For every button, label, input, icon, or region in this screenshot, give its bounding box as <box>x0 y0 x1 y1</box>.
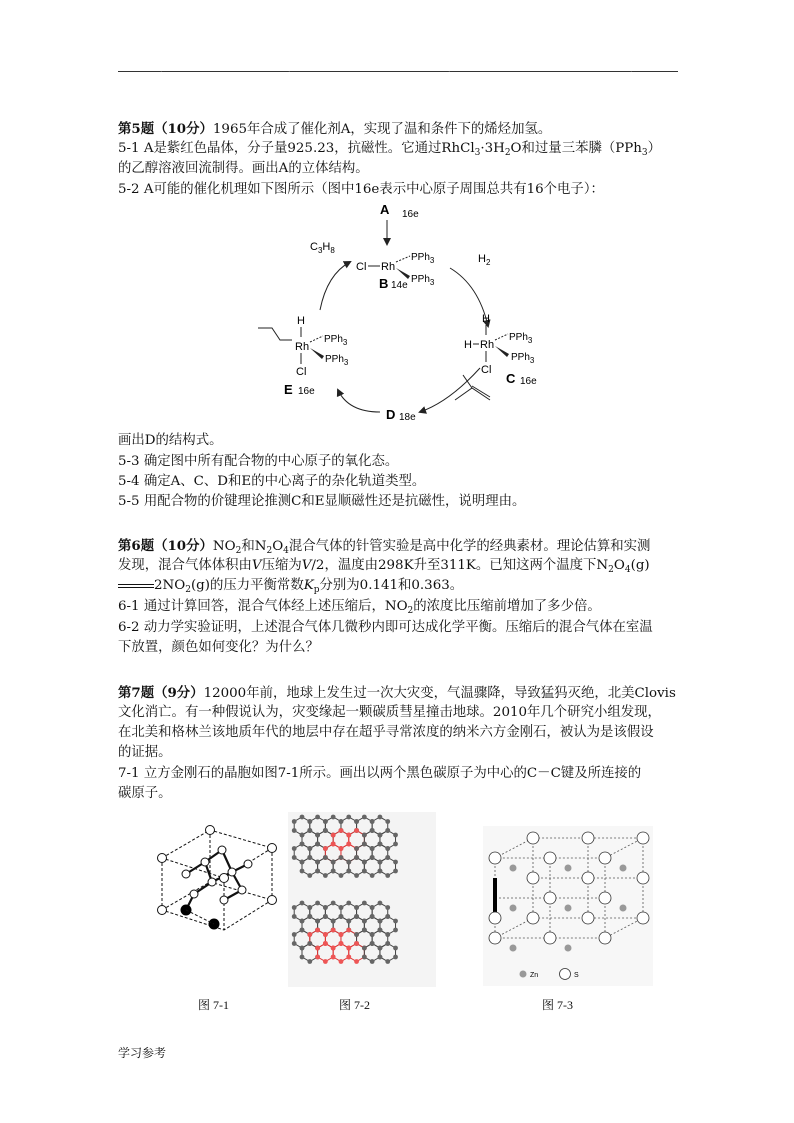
carbon-atom <box>370 959 375 964</box>
carbon-atom <box>393 928 398 933</box>
carbon-atom <box>346 919 351 924</box>
carbon-atom <box>307 932 312 937</box>
q5-sub1-cont: 的乙醇溶液回流制得。画出A的立体结构。 <box>118 161 369 176</box>
carbon-atom <box>315 869 320 874</box>
carbon-atom <box>307 846 312 851</box>
carbon-atom <box>323 855 328 860</box>
carbon-atom <box>346 869 351 874</box>
carbon-atom <box>339 914 344 919</box>
carbon-atom <box>315 901 320 906</box>
figure-7-2-caption: 图 7-2 <box>339 998 370 1012</box>
carbon-atom <box>346 860 351 865</box>
b-bond-p2 <box>396 268 410 279</box>
carbon-atom <box>331 955 336 960</box>
q7-sub1-cont: 碳原子。 <box>118 786 172 801</box>
figure-7-1-diamond-cell <box>150 820 285 935</box>
carbon-atom <box>292 914 297 919</box>
carbon-atom <box>339 959 344 964</box>
s-legend-atom <box>560 969 571 980</box>
q6-line1: 第6题（10分）$NO_2$和$N_2O_4$混合气体的针管实验是高中化学的经典素材。理论估算和实测 <box>118 538 651 556</box>
complex-b-label: B <box>379 276 389 291</box>
carbon-atom <box>292 932 297 937</box>
carbon-atom <box>362 815 367 820</box>
carbon-atom <box>300 833 305 838</box>
carbon-atom <box>300 946 305 951</box>
carbon-atom <box>354 941 359 946</box>
catalytic-cycle-diagram <box>250 200 580 430</box>
q6-heading: 第6题（10分） <box>118 538 213 554</box>
figure-7-2-hexagonal-diamond <box>288 812 436 987</box>
carbon-atom <box>362 919 367 924</box>
carbon-atom <box>378 833 383 838</box>
complex-e-label: E <box>284 382 293 397</box>
complex-e-electrons: 16e <box>298 386 315 397</box>
carbon-atom <box>339 828 344 833</box>
carbon-atom <box>378 869 383 874</box>
carbon-atom <box>354 873 359 878</box>
carbon-atom <box>339 873 344 878</box>
carbon-atom <box>331 842 336 847</box>
carbon-atom <box>315 860 320 865</box>
complex-a-electrons: 16e <box>402 209 419 220</box>
carbon-atom <box>362 869 367 874</box>
carbon-atom <box>346 833 351 838</box>
carbon-atom <box>323 914 328 919</box>
carbon-atom <box>339 855 344 860</box>
carbon-atom <box>307 819 312 824</box>
q5-heading: 第5题（10分） <box>118 121 213 137</box>
e-pph3-2: PPh$_3$ <box>325 354 349 367</box>
b-cl: Cl <box>356 261 367 273</box>
q5-sub4: 5-4 确定A、C、D和E的中心离子的杂化轨道类型。 <box>118 474 426 489</box>
carbon-atom <box>354 959 359 964</box>
carbon-atom <box>393 955 398 960</box>
propane-label: $C_3H_8$ <box>310 241 335 255</box>
carbon-atom <box>378 946 383 951</box>
e-rh: Rh <box>295 341 310 353</box>
carbon-atom <box>378 919 383 924</box>
q7-line1: 第7题（9分）12000年前，地球上发生过一次大灾变，气温骤降，导致猛犸灭绝，北美Clovis <box>118 685 676 701</box>
carbon-atom <box>323 846 328 851</box>
carbon-atom <box>339 941 344 946</box>
carbon-atom <box>362 860 367 865</box>
carbon-atom <box>315 815 320 820</box>
carbon-atom <box>378 955 383 960</box>
b-bond-p1 <box>396 256 410 262</box>
zn-legend-label: Zn <box>530 972 539 979</box>
carbon-atom <box>315 928 320 933</box>
carbon-atom <box>362 842 367 847</box>
carbon-atom <box>331 928 336 933</box>
carbon-atom <box>323 905 328 910</box>
carbon-atom <box>331 833 336 838</box>
carbon-atom <box>378 901 383 906</box>
carbon-atom <box>307 855 312 860</box>
q5-sub3: 5-3 确定图中所有配合物的中心原子的氧化态。 <box>118 454 399 469</box>
complex-c-label: C <box>506 371 516 386</box>
carbon-atom <box>385 819 390 824</box>
carbon-atom <box>323 959 328 964</box>
q7-sub1: 7-1 立方金刚石的晶胞如图7-1所示。画出以两个黑色碳原子为中心的C－C键及所连接的 <box>118 766 642 781</box>
complex-d-label: D <box>386 407 396 422</box>
carbon-atom <box>362 955 367 960</box>
figure-7-3-lattice <box>483 826 653 986</box>
carbon-atom <box>307 905 312 910</box>
q7-heading: 第7题（9分） <box>118 685 204 701</box>
e-cl: Cl <box>296 366 307 378</box>
carbon-atom <box>362 833 367 838</box>
carbon-atom <box>354 828 359 833</box>
carbon-atom <box>385 846 390 851</box>
carbon-atom <box>354 819 359 824</box>
carbon-atom <box>393 833 398 838</box>
e-propyl-chain <box>258 328 292 340</box>
carbon-atom <box>385 828 390 833</box>
carbon-atom <box>354 914 359 919</box>
carbon-atom <box>354 905 359 910</box>
carbon-atom <box>370 932 375 937</box>
carbon-atom <box>370 914 375 919</box>
complex-c-electrons: 16e <box>520 376 537 387</box>
c-pph3-2: PPh$_3$ <box>511 352 535 365</box>
carbon-atom <box>385 914 390 919</box>
carbon-atom <box>370 873 375 878</box>
carbon-atom <box>385 873 390 878</box>
b-pph3-2: PPh$_3$ <box>411 274 435 287</box>
carbon-atom <box>346 928 351 933</box>
c-h-top: H <box>482 313 490 325</box>
e-h-top: H <box>297 315 305 327</box>
carbon-atom <box>331 869 336 874</box>
q5-sub2: 5-2 A可能的催化机理如下图所示（图中16e表示中心原子周围总共有16个电子）： <box>118 182 604 197</box>
q7-line2: 文化消亡。有一种假说认为，灾变缘起一颗碳质彗星撞击地球。2010年几个研究小组发现， <box>118 705 661 720</box>
carbon-atom <box>323 932 328 937</box>
q7-line4: 的证据。 <box>118 745 172 760</box>
carbon-atom <box>307 873 312 878</box>
q5-after-diagram: 画出D的结构式。 <box>118 433 223 448</box>
carbon-atom <box>331 860 336 865</box>
carbon-atom <box>370 846 375 851</box>
arrow-e-to-b <box>320 262 350 310</box>
carbon-atom <box>300 869 305 874</box>
carbon-atom <box>307 914 312 919</box>
carbon-atom <box>315 842 320 847</box>
carbon-atom <box>385 932 390 937</box>
carbon-atom <box>346 946 351 951</box>
complex-b-electrons: 14e <box>391 280 408 291</box>
carbon-atom <box>323 819 328 824</box>
carbon-atom <box>331 901 336 906</box>
h2-label: $H_2$ <box>478 253 491 267</box>
carbon-atom <box>300 955 305 960</box>
carbon-atom <box>354 846 359 851</box>
arrow-d-to-e <box>338 390 380 412</box>
q6-line2: 发现，混合气体体积由V压缩为V/2，温度由298K升至311K。已知这两个温度下$N_2O_4(g)$ <box>118 558 650 575</box>
zn-legend-atom <box>520 971 527 978</box>
carbon-atom <box>315 833 320 838</box>
carbon-atom <box>393 946 398 951</box>
carbon-atom <box>339 819 344 824</box>
b-pph3-1: PPh$_3$ <box>411 252 435 265</box>
carbon-atom <box>354 855 359 860</box>
carbon-atom <box>370 855 375 860</box>
q6-sub2: 6-2 动力学实验证明，上述混合气体几微秒内即可达成化学平衡。压缩后的混合气体在室温 <box>118 620 653 635</box>
carbon-atom <box>339 905 344 910</box>
carbon-atom <box>300 815 305 820</box>
c-h-left: H <box>464 339 472 351</box>
carbon-atom <box>300 860 305 865</box>
c-pph3-1: PPh$_3$ <box>509 332 533 345</box>
q6-line3: $2NO_2(g)$的压力平衡常数$K_p$分别为0.141和0.363。 <box>118 576 463 596</box>
carbon-atom <box>346 955 351 960</box>
complex-d-electrons: 18e <box>399 412 416 423</box>
q7-line3: 在北美和格林兰该地质年代的地层中存在超乎寻常浓度的纳米六方金刚石，被认为是该假设 <box>118 725 654 740</box>
carbon-atom <box>300 928 305 933</box>
carbon-atom <box>370 941 375 946</box>
carbon-atom <box>292 819 297 824</box>
complex-a-label: A <box>380 202 390 217</box>
carbon-atom <box>362 946 367 951</box>
carbon-atom <box>323 941 328 946</box>
carbon-atom <box>292 828 297 833</box>
carbon-atom <box>378 842 383 847</box>
carbon-atom <box>323 828 328 833</box>
carbon-atom <box>307 941 312 946</box>
carbon-atom <box>300 842 305 847</box>
carbon-atom <box>315 955 320 960</box>
carbon-atom <box>385 855 390 860</box>
carbon-atom <box>370 905 375 910</box>
carbon-atom <box>354 932 359 937</box>
carbon-atom <box>370 819 375 824</box>
c-rh: Rh <box>480 339 495 351</box>
q5-sub1: 5-1 A是紫红色晶体，分子量925.23，抗磁性。它通过$RhCl_3\cdot 3H_2O$和过量三苯膦（PPh$_3$） <box>118 141 662 158</box>
page-footer: 学习参考 <box>118 1046 167 1060</box>
carbon-atom <box>370 828 375 833</box>
carbon-atom <box>331 919 336 924</box>
carbon-atom <box>378 860 383 865</box>
carbon-atom <box>292 941 297 946</box>
figure-7-1-caption: 图 7-1 <box>198 998 229 1012</box>
equilibrium-arrow <box>118 581 154 591</box>
carbon-atom <box>292 905 297 910</box>
carbon-atom <box>292 855 297 860</box>
carbon-atom <box>307 959 312 964</box>
arrow-c-to-d <box>420 368 480 412</box>
carbon-atom <box>323 873 328 878</box>
c-cl: Cl <box>481 364 492 376</box>
carbon-atom <box>292 846 297 851</box>
carbon-atom <box>339 846 344 851</box>
carbon-atom <box>385 905 390 910</box>
carbon-atom <box>393 842 398 847</box>
carbon-atom <box>393 869 398 874</box>
q6-sub1: 6-1 通过计算回答，混合气体经上述压缩后，$NO_2$的浓度比压缩前增加了多少倍。 <box>118 599 601 616</box>
carbon-atom <box>378 928 383 933</box>
figure-7-3-caption: 图 7-3 <box>542 998 573 1012</box>
carbon-atom <box>315 946 320 951</box>
carbon-atom <box>362 928 367 933</box>
carbon-atom <box>300 901 305 906</box>
carbon-atom <box>331 815 336 820</box>
carbon-atom <box>362 901 367 906</box>
b-rh: Rh <box>381 261 396 273</box>
carbon-atom <box>315 919 320 924</box>
carbon-atom <box>346 842 351 847</box>
e-pph3-1: PPh$_3$ <box>324 334 348 347</box>
carbon-atom <box>307 828 312 833</box>
carbon-atom <box>331 946 336 951</box>
carbon-atom <box>378 815 383 820</box>
s-legend-label: S <box>574 972 579 979</box>
carbon-atom <box>393 860 398 865</box>
carbon-atom <box>346 815 351 820</box>
carbon-atom <box>339 932 344 937</box>
carbon-atom <box>346 901 351 906</box>
carbon-atom <box>393 919 398 924</box>
q5-sub5: 5-5 用配合物的价键理论推测C和E显顺磁性还是抗磁性，说明理由。 <box>118 494 526 509</box>
header-rule: . . . . <box>118 71 678 72</box>
carbon-atom <box>385 959 390 964</box>
q6-sub2-cont: 下放置，颜色如何变化？为什么？ <box>118 640 319 655</box>
q5-intro: 第5题（10分）1965年合成了催化剂A，实现了温和条件下的烯烃加氢。 <box>118 121 552 137</box>
carbon-atom <box>300 919 305 924</box>
carbon-atom <box>385 941 390 946</box>
